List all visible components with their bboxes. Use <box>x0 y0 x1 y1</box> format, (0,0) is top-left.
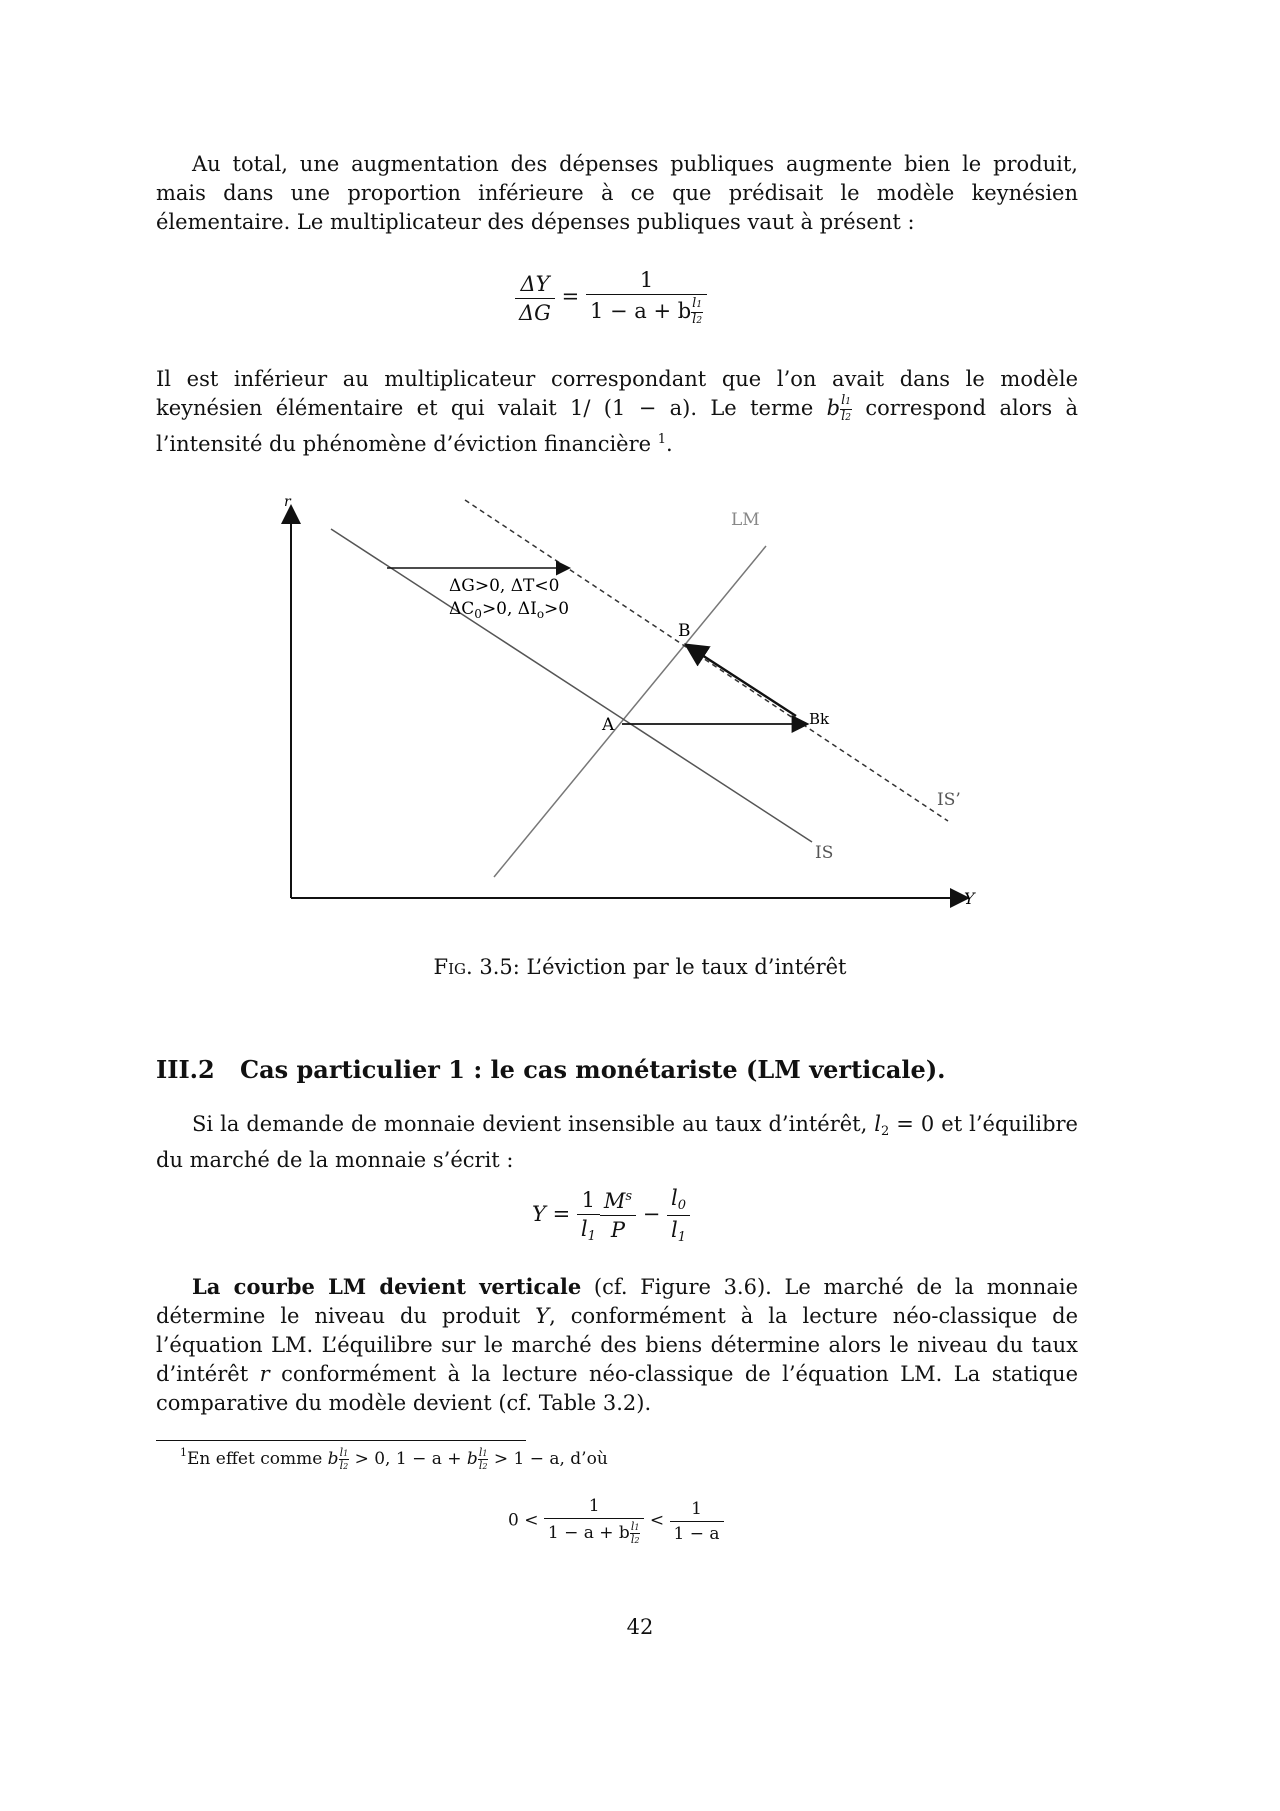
paragraph3-var: l <box>874 1112 882 1136</box>
is-curve <box>331 529 812 842</box>
footnote-mark: 1 <box>180 1446 187 1459</box>
fn-l2b: l <box>478 1459 483 1472</box>
eq3-lt: < <box>649 1510 665 1531</box>
footnote-part2: > 0, 1 − a + <box>349 1449 467 1469</box>
paragraph4-bold: La courbe LM devient verticale <box>192 1274 582 1299</box>
shift-label-2 <box>449 599 569 621</box>
eq2-minus: − <box>642 1202 661 1226</box>
eq3-frac2 <box>670 1499 724 1544</box>
paragraph-vertical-lm <box>156 1272 1078 1418</box>
eq1-l1: l <box>692 296 697 311</box>
paragraph-monetarist <box>156 1110 1078 1175</box>
eq2-d1-sub: 1 <box>587 1228 596 1244</box>
footnote-l-ratio-1 <box>339 1447 350 1472</box>
eq2-frac3 <box>667 1186 690 1245</box>
paragraph4-var2: r <box>259 1362 270 1386</box>
eq2-d3: l <box>671 1218 678 1242</box>
eq3-l2-sub: 2 <box>634 1536 640 1545</box>
fn-l1b-sub: 1 <box>482 1449 488 1458</box>
paragraph2-part1: Il est inférieur au multiplicateur correspondant que l’on avait dans le modèle keynésien élémentaire et qui valait 1/ (1 − a). Le terme <box>156 367 1078 420</box>
eq1-rhs-den <box>586 295 707 328</box>
shift-label-2-sub2: o <box>536 607 545 621</box>
eq3-d2: 1 − a <box>673 1523 720 1544</box>
page-number: 42 <box>626 1615 654 1639</box>
eq2-d3-sub: 1 <box>677 1230 687 1245</box>
eq2-n2: M <box>603 1189 626 1213</box>
shift-label-1: ΔG>0, ΔT<0 <box>449 576 560 596</box>
equation-footnote <box>508 1496 724 1546</box>
eq3-left: 0 < <box>508 1510 539 1531</box>
eq1-lhs-fraction <box>515 272 555 325</box>
eq2-frac1 <box>577 1188 600 1244</box>
paragraph3-part2: = 0 et l’équilibre du marché de la monnaie s’écrit : <box>156 1112 1078 1172</box>
eq1-l1-sub: 1 <box>696 300 703 310</box>
p2-l1: l <box>841 393 846 408</box>
eq2-equals: = <box>552 1202 571 1226</box>
eq1-lhs-num: ΔY <box>515 272 555 299</box>
fn-l2a: l <box>339 1459 344 1472</box>
footnote-l-ratio-2 <box>478 1447 489 1472</box>
section-heading <box>156 1055 946 1084</box>
shift-label-2-sub1: 0 <box>474 607 482 621</box>
p2-l2: l <box>841 409 846 424</box>
eq1-rhs-fraction <box>586 268 707 328</box>
p2-l1-sub: 1 <box>845 397 852 407</box>
footnote-ref[interactable]: 1 <box>657 432 667 447</box>
lm-label: LM <box>731 510 760 530</box>
footnote-rule <box>156 1440 526 1441</box>
shift-label-2a: ΔC <box>449 599 475 619</box>
equation-multiplier <box>515 268 707 328</box>
eq1-l2-sub: 2 <box>696 316 703 326</box>
y-axis-label: r <box>284 494 291 510</box>
footnote: $^1$En effet comme b $\frac{l1}{l2}$ > 0, 1 − a + b $\frac{l1}{l2}$ > 1 − a, d’où <box>180 1446 608 1472</box>
is-shift-label: IS’ <box>937 790 961 810</box>
eq2-n3-sub: 0 <box>677 1198 687 1213</box>
section-number: III.2 <box>156 1055 215 1084</box>
p2-l2-sub: 2 <box>845 413 852 423</box>
shift-label-2b: >0, ΔI <box>481 599 537 619</box>
paragraph4-var1: Y <box>535 1304 550 1328</box>
paragraph2-l-ratio <box>840 394 852 425</box>
shift-label-2c: >0 <box>544 599 570 619</box>
fn-l1b: l <box>478 1446 483 1459</box>
fn-l1a: l <box>339 1446 344 1459</box>
x-axis-label: Y <box>964 889 975 908</box>
footnote-part1: En effet comme <box>187 1449 328 1469</box>
eq3-n2: 1 <box>670 1499 724 1522</box>
eq2-lhs: Y <box>532 1202 546 1226</box>
eq2-frac2 <box>600 1189 636 1242</box>
eq1-l2: l <box>692 312 697 327</box>
equation-lm <box>532 1186 690 1245</box>
point-a-label: A <box>602 715 615 735</box>
eq2-n2-sup: s <box>625 1189 633 1204</box>
eq3-l1: l <box>630 1520 635 1533</box>
paragraph3-sub: 2 <box>881 1124 890 1139</box>
eq1-rhs-num: 1 <box>586 268 707 295</box>
paragraph2-part2: correspond alors à l’intensité du phénomène d’éviction financière <box>156 396 1079 456</box>
section-title: Cas particulier 1 : le cas monétariste (LM verticale). <box>240 1055 946 1084</box>
eq2-n1: 1 <box>577 1188 600 1215</box>
paragraph4-part2: , conformément à la lecture néo-classique de l’équation LM. L’équilibre sur le marché des biens détermine alors le niveau du taux d’intérêt <box>156 1304 1079 1386</box>
paragraph3-part1: Si la demande de monnaie devient insensible au taux d’intérêt, <box>192 1112 875 1136</box>
eq2-d2: P <box>610 1218 626 1242</box>
eq1-l-ratio <box>691 297 703 328</box>
eq3-l2: l <box>630 1533 635 1546</box>
eq3-n1: 1 <box>544 1496 645 1519</box>
eq1-den-text: 1 − a + b <box>589 299 692 323</box>
is-label: IS <box>815 843 834 863</box>
paragraph-multiplier <box>156 365 1078 459</box>
figure-caption <box>0 955 1280 979</box>
fn-l1a-sub: 1 <box>343 1449 349 1458</box>
eq1-lhs-den: ΔG <box>519 300 551 325</box>
figure-is-lm <box>0 490 1280 960</box>
paragraph2-end: . <box>666 432 673 456</box>
point-bk-label: Bk <box>809 710 830 728</box>
fn-l2b-sub: 2 <box>482 1462 488 1471</box>
fn-l2a-sub: 2 <box>343 1462 349 1471</box>
point-b-label: B <box>678 621 691 641</box>
caption-text: 3.5: L’éviction par le taux d’intérêt <box>472 955 847 979</box>
eq2-n3: l <box>671 1186 678 1210</box>
arrow-bk-to-b <box>688 646 796 716</box>
eq3-l-ratio <box>630 1521 641 1546</box>
paragraph4-part3: conformément à la lecture néo-classique de l’équation LM. La statique comparative du modèle devient (cf. Table 3.2). <box>156 1362 1079 1415</box>
caption-prefix: Fig. <box>433 955 473 979</box>
paragraph-intro: Au total, une augmentation des dépenses publiques augmente bien le produit, mais dans une proportion inférieure à ce que prédisait le modèle keynésien élementaire. Le multiplicateur des dépenses publiques vaut à présent : <box>156 152 1078 234</box>
paragraph2-term: b <box>826 396 841 420</box>
footnote-part3: > 1 − a, d’où <box>488 1449 608 1469</box>
eq3-d1: 1 − a + b <box>547 1523 630 1543</box>
eq3-l1-sub: 1 <box>634 1523 640 1532</box>
eq3-frac1 <box>544 1496 645 1546</box>
paragraph4-part1: (cf. Figure 3.6). Le marché de la monnaie détermine le niveau du produit <box>156 1275 1078 1328</box>
eq1-equals: = <box>561 284 580 309</box>
eq2-d1: l <box>580 1216 588 1241</box>
